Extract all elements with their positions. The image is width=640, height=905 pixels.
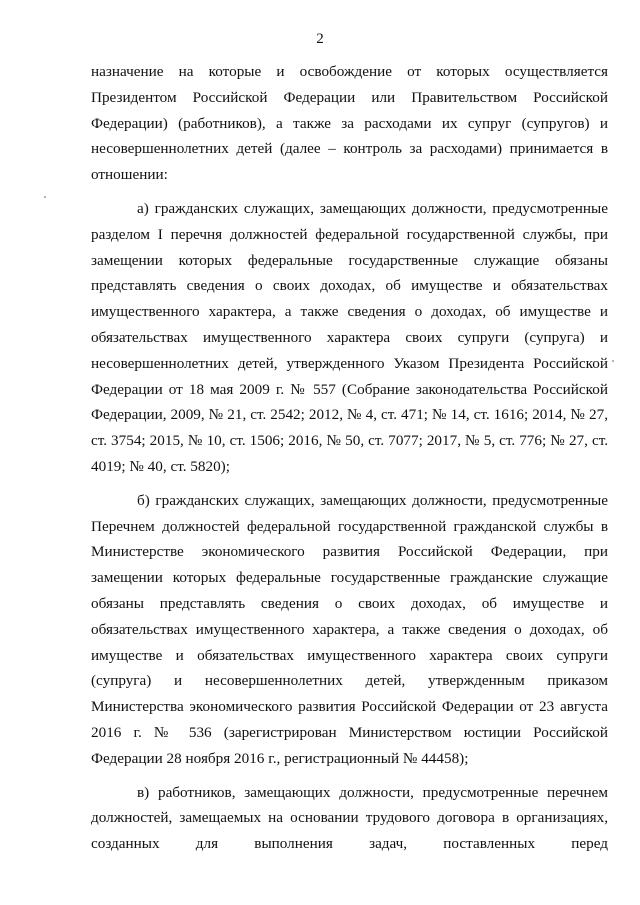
paragraph-item-a: а) гражданских служащих, замещающих должности, предусмотренные разделом I перечня должностей федеральной государственной службы, при замещении которых федеральные государственные служащие обязаны представлять сведения о своих доходах, об имуществе и обязательствах имущественного характера, а также сведения о доходах, об имуществе и обязательствах имущественного характера своих супруги (супруга) и несовершеннолетних детей, утвержденного Указом Президента Российской Федерации от 18 мая 2009 г. № 557 (Собрание законодательства Российской Федерации, 2009, № 21, ст. 2542; 2012, № 4, ст. 471; № 14, ст. 1616; 2014, № 27, ст. 3754; 2015, № 10, ст. 1506; 2016, № 50, ст. 7077; 2017, № 5, ст. 776; № 27, ст. 4019; № 40, ст. 5820); [91,199,608,475]
paragraph-intro-continuation: назначение на которые и освобождение от которых осуществляется Президентом Российской Федерации или Правительством Российской Федерации) (работников), а также за расходами их супруг (супругов) и несовершеннолетних детей (далее – контроль за расходами) принимается в отношении: [91,63,608,184]
scan-speck [612,360,614,362]
scan-speck [44,196,46,198]
paragraph-item-b: б) гражданских служащих, замещающих должности, предусмотренные Перечнем должностей федеральной государственной гражданской службы в Министерстве экономического развития Российской Федерации, при замещении которых федеральные государственные гражданские служащие обязаны представлять сведения о своих доходах, об имуществе и обязательствах имущественного характера, а также сведения о доходах, об имуществе и обязательствах имущественного характера своих супруги (супруга) и несовершеннолетних детей, утвержденным приказом Министерства экономического развития Российской Федерации от 23 августа 2016 г. № 536 (зарегистрирован Министерством юстиции Российской Федерации 28 ноября 2016 г., регистрационный № 44458); [91,491,608,767]
paragraph-item-v: в) работников, замещающих должности, предусмотренные перечнем должностей, замещаемых на основании трудового договора в организациях, созданных для выполнения задач, поставленных перед [91,783,608,853]
page-number: 2 [316,31,324,47]
document-body [91,59,608,857]
